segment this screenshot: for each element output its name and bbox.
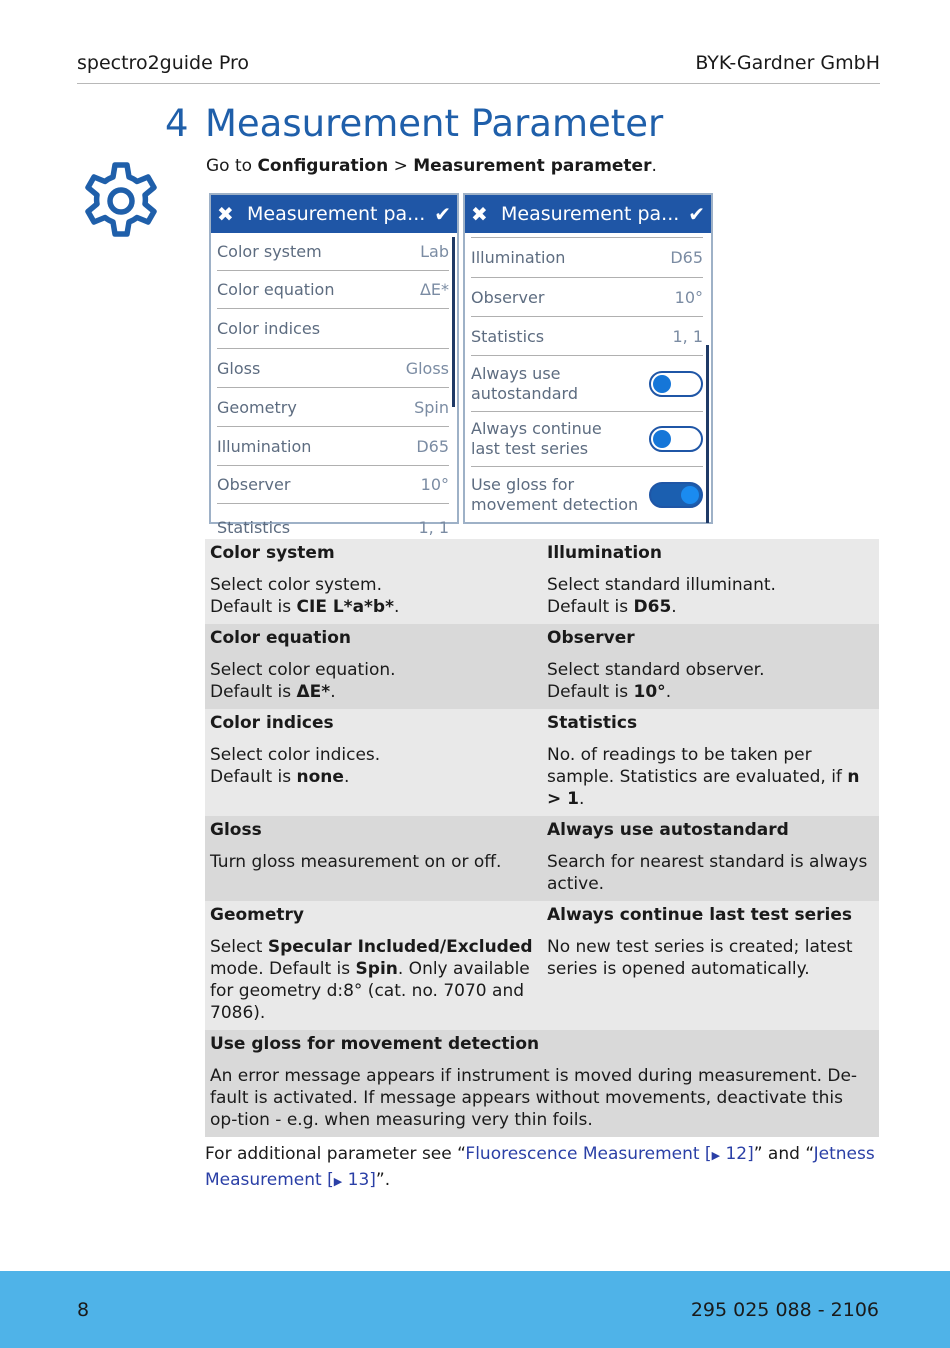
row-label: Color indices	[217, 319, 321, 338]
gear-icon	[78, 156, 164, 246]
section-title	[165, 102, 663, 145]
list-item[interactable]	[217, 388, 449, 427]
list-item[interactable]	[471, 356, 703, 412]
row-value: Spin	[414, 397, 449, 417]
cell-heading: Always use autostandard	[547, 820, 789, 840]
list-item[interactable]	[217, 271, 449, 309]
cell-heading: Color equation	[210, 628, 351, 648]
page-header	[77, 52, 880, 84]
cell-text: An error message appears if instrument is moved during measurement. De-fault is activated. If message appears without movements, deactivate this op-tion - e.g. when measuring very thin foils.	[210, 1066, 858, 1130]
screen1-title: Measurement pa...	[247, 203, 426, 225]
toggle-label-line2: last test series	[471, 439, 589, 458]
document-number: 295 025 088 - 2106	[690, 1298, 879, 1321]
table-cell	[205, 624, 542, 709]
cell-heading: Observer	[547, 628, 635, 648]
cell-text: Select standard observer.	[547, 660, 765, 680]
row-label: Geometry	[217, 397, 297, 417]
jetness-link-text: Jetness Measurement [	[205, 1144, 875, 1190]
cell-heading: Gloss	[210, 820, 262, 840]
list-item[interactable]	[217, 233, 449, 271]
fluorescence-link[interactable]	[465, 1144, 753, 1164]
row-value: 10°	[674, 287, 703, 307]
continue-series-toggle[interactable]	[649, 426, 703, 452]
table-row	[205, 901, 879, 1030]
check-icon[interactable]: ✔	[688, 202, 705, 226]
toggle-label	[471, 419, 602, 459]
cell-text: Select color indices.	[210, 745, 381, 765]
list-item[interactable]	[217, 427, 449, 466]
screen2-title: Measurement pa...	[501, 203, 680, 225]
list-item[interactable]	[471, 412, 703, 467]
statistics-text: No. of readings to be taken per sample. Statistics are evaluated, if	[547, 745, 848, 787]
play-icon: ▶	[711, 1149, 721, 1162]
footnote-text-2: ” and “	[753, 1144, 814, 1164]
section-number: 4	[165, 102, 189, 145]
toggle-label-line1: Always use	[471, 363, 561, 383]
default-value: 10°	[633, 682, 666, 702]
default-suffix: .	[671, 597, 677, 617]
page-footer	[0, 1271, 950, 1348]
table-row	[205, 709, 879, 816]
list-item[interactable]	[217, 349, 449, 388]
cell-default	[547, 596, 875, 618]
list-item[interactable]	[217, 466, 449, 504]
intro-separator: >	[388, 156, 414, 176]
list-item[interactable]	[471, 317, 703, 356]
cell-heading: Illumination	[547, 543, 662, 563]
toggle-label-line1: Always continue	[471, 419, 602, 438]
play-icon: ▶	[333, 1175, 343, 1188]
scrollbar[interactable]	[452, 237, 455, 407]
row-label: Observer	[217, 475, 291, 494]
default-value: D65	[633, 597, 672, 617]
default-prefix: Default is	[210, 767, 297, 787]
toggle-label-line2: movement detection	[471, 494, 639, 514]
table-cell	[205, 816, 542, 901]
cell-heading: Use gloss for movement detection	[210, 1034, 540, 1054]
table-row	[205, 816, 879, 901]
device-screen-1	[209, 193, 459, 537]
toggle-label-line2: autostandard	[471, 383, 578, 403]
statistics-condition: n > 1	[547, 767, 860, 809]
footnote-text-3: ”.	[375, 1170, 391, 1190]
cell-heading: Color system	[210, 543, 335, 563]
cell-text: Select color equation.	[210, 660, 396, 680]
list-item[interactable]	[471, 467, 703, 522]
page-number: 8	[77, 1298, 90, 1321]
cell-default	[547, 681, 875, 703]
cell-text	[547, 744, 875, 810]
row-value: D65	[670, 248, 703, 267]
cell-heading: Geometry	[210, 905, 304, 925]
intro-text	[206, 156, 657, 176]
list-item[interactable]	[471, 238, 703, 278]
jetness-link-page: 13]	[342, 1170, 376, 1190]
table-cell	[205, 1030, 879, 1137]
geometry-mode: Specular Included/Excluded	[267, 937, 533, 957]
row-value: 1, 1	[672, 326, 703, 346]
intro-measurement-parameter: Measurement parameter	[413, 156, 652, 176]
section-title-text: Measurement Parameter	[205, 102, 664, 145]
toggle-label-line1: Use gloss for	[471, 474, 575, 494]
row-value: ΔE*	[419, 280, 449, 299]
statistics-suffix: .	[579, 789, 585, 809]
table-cell	[205, 709, 542, 816]
header-product: spectro2guide Pro	[77, 52, 249, 74]
footnote	[205, 1142, 880, 1194]
close-icon[interactable]: ✖	[471, 202, 488, 226]
cell-text: Select standard illuminant.	[547, 575, 776, 595]
row-label: Color system	[217, 242, 322, 261]
footnote-text-1: For additional parameter see “	[205, 1144, 466, 1164]
default-value: none	[296, 767, 344, 787]
default-suffix: .	[665, 682, 672, 702]
default-prefix: Default is	[547, 682, 634, 702]
default-value: CIE L*a*b*	[296, 597, 394, 617]
gloss-movement-toggle[interactable]	[649, 482, 703, 508]
cell-text: Select color system.	[210, 575, 382, 595]
default-suffix: .	[394, 597, 400, 617]
cell-heading: Color indices	[210, 713, 334, 733]
table-cell	[205, 539, 542, 624]
table-cell	[542, 539, 879, 624]
geometry-text-1: Select	[210, 937, 268, 957]
row-label: Statistics	[217, 518, 291, 537]
cell-heading: Statistics	[547, 713, 638, 733]
cell-text: Search for nearest standard is always active.	[547, 852, 868, 894]
intro-suffix: .	[651, 156, 657, 176]
autostandard-toggle[interactable]	[649, 371, 703, 397]
fluorescence-link-text: Fluorescence Measurement [	[465, 1144, 712, 1164]
table-row	[205, 1030, 879, 1137]
scrollbar[interactable]	[706, 345, 709, 523]
row-label: Gloss	[217, 358, 261, 378]
cell-default	[210, 596, 538, 618]
close-icon[interactable]: ✖	[217, 202, 234, 226]
row-value: 10°	[420, 475, 449, 494]
default-suffix: .	[343, 767, 350, 787]
header-company: BYK-Gardner GmbH	[695, 52, 880, 74]
intro-configuration: Configuration	[257, 156, 389, 176]
default-prefix: Default is	[210, 682, 297, 702]
screen1-titlebar	[211, 195, 457, 233]
fluorescence-link-page: 12]	[720, 1144, 754, 1164]
geometry-text-3: . Only available for geometry d:8° (cat. no. 7070 and 7086).	[210, 959, 530, 1023]
row-value: Gloss	[405, 358, 449, 378]
row-label: Color equation	[217, 280, 335, 299]
cell-text	[210, 936, 538, 1024]
geometry-default: Spin	[355, 959, 398, 979]
intro-prefix: Go to	[206, 156, 258, 176]
toggle-label	[471, 475, 638, 515]
row-value: Lab	[420, 242, 449, 261]
screen2-titlebar	[465, 195, 711, 233]
list-item[interactable]	[217, 504, 449, 542]
default-suffix: .	[330, 682, 336, 702]
cell-text: No new test series is created; latest series is opened automatically.	[547, 937, 853, 979]
default-prefix: Default is	[210, 597, 297, 617]
row-label: Observer	[471, 287, 545, 307]
cell-default	[210, 681, 538, 703]
list-item[interactable]	[471, 278, 703, 317]
table-cell	[542, 901, 879, 1030]
parameter-table	[205, 539, 879, 1137]
row-label: Illumination	[471, 248, 566, 267]
row-value: D65	[416, 436, 449, 456]
default-value: ΔE*	[296, 682, 331, 702]
check-icon[interactable]: ✔	[434, 202, 451, 226]
geometry-text-2: mode. Default is	[210, 959, 356, 979]
device-screen-2	[463, 193, 713, 524]
row-label: Statistics	[471, 326, 545, 346]
table-cell	[542, 709, 879, 816]
cell-heading: Always continue last test series	[547, 905, 853, 925]
toggle-label	[471, 364, 578, 404]
row-label: Illumination	[217, 436, 312, 456]
table-row	[205, 539, 879, 624]
table-cell	[205, 901, 542, 1030]
table-cell	[542, 816, 879, 901]
default-prefix: Default is	[547, 597, 634, 617]
table-row	[205, 624, 879, 709]
cell-text: Turn gloss measurement on or off.	[210, 852, 502, 872]
row-value: 1, 1	[418, 518, 449, 537]
table-cell	[542, 624, 879, 709]
cell-default	[210, 766, 538, 788]
list-item[interactable]	[217, 309, 449, 349]
